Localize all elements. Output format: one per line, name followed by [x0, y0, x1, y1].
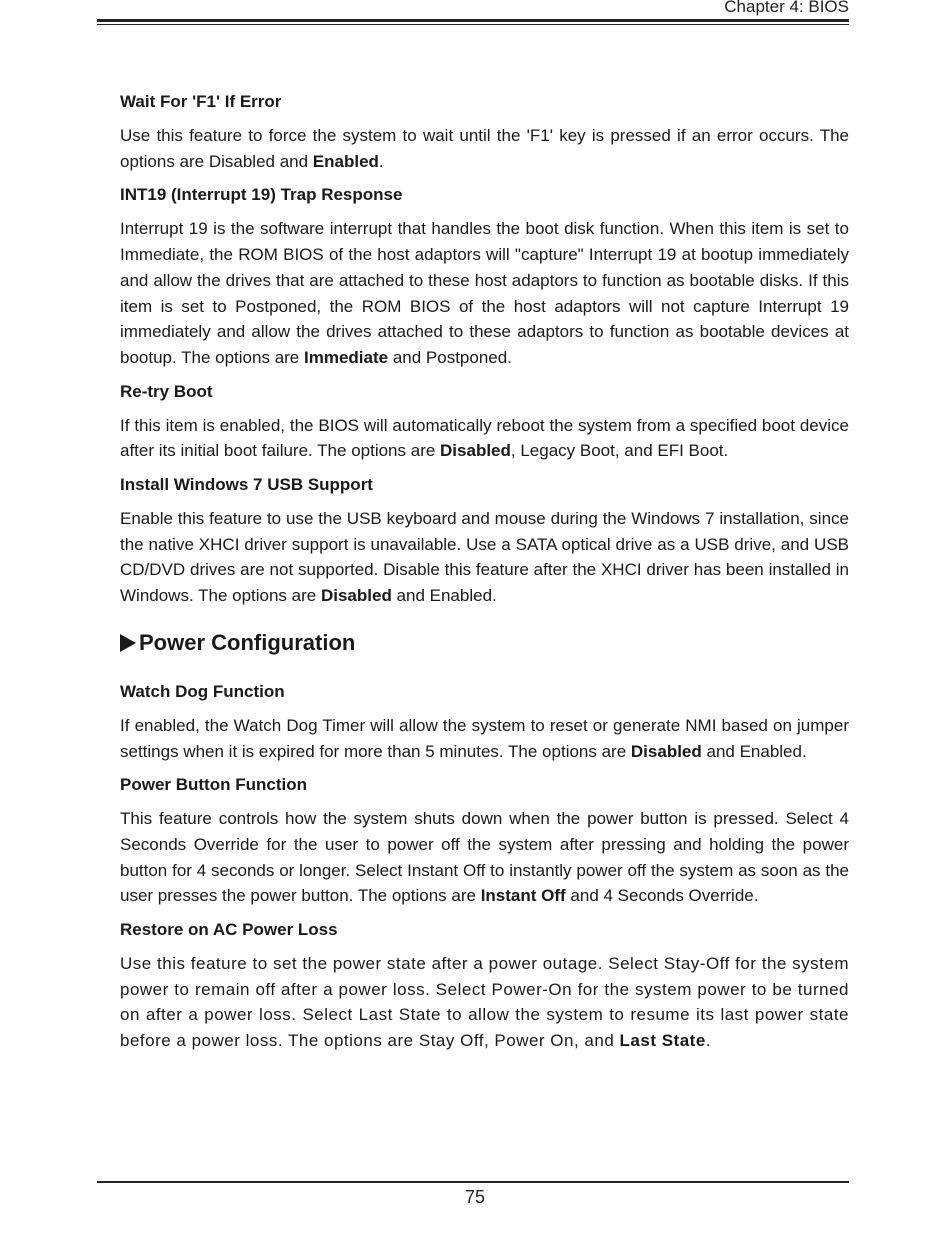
footer-rule — [97, 1181, 849, 1183]
item-int19-trap-response — [120, 183, 849, 370]
item-retry-boot — [120, 380, 849, 464]
item-watch-dog-function — [120, 680, 849, 764]
item-description: Enable this feature to use the USB keyboard and mouse during the Windows 7 installation, since the native XHCI driver support is unavailable. Use a SATA optical drive as a USB drive, and USB CD/DVD drives are not supported. Disable this feature after the XHCI driver has been installed in Windows. The options are Disabled and Enabled. — [120, 509, 849, 606]
item-description: This feature controls how the system shuts down when the power button is pressed. Select 4 Seconds Override for the user to power off the system after pressing and holding the power button for 4 seconds or longer. Select Instant Off to instantly power off the system as soon as the user presses the power button. The options are Instant Off and 4 Seconds Override. — [120, 809, 849, 906]
section-heading — [120, 629, 849, 657]
item-power-button-function — [120, 773, 849, 909]
option-default: Disabled — [440, 441, 511, 461]
item-description: If enabled, the Watch Dog Timer will allow the system to reset or generate NMI based on jumper settings when it is expired for more than 5 minutes. The options are Disabled and Enabled. — [120, 715, 849, 761]
item-install-win7-usb — [120, 473, 849, 609]
option-default: Disabled — [630, 741, 702, 761]
chapter-title: Chapter 4: BIOS — [724, 0, 849, 16]
option-default: Immediate — [304, 347, 389, 367]
item-title: Wait For 'F1' If Error — [120, 92, 282, 111]
item-title: Watch Dog Function — [120, 681, 285, 701]
item-title: INT19 (Interrupt 19) Trap Response — [120, 185, 403, 205]
item-wait-for-f1 — [120, 90, 849, 174]
option-default: Disabled — [320, 586, 392, 606]
page-number: 75 — [464, 1187, 486, 1207]
item-title: Install Windows 7 USB Support — [120, 475, 373, 495]
item-description: Use this feature to set the power state after a power outage. Select Stay-Off for the system power to remain off after a power loss. Select Power-On for the system power to be turned on after a power loss. Select Last State to allow the system to resume its last power state before a power loss. The options are Stay Off, Power On, and Last State. — [120, 954, 849, 1051]
header-rule-thick — [97, 19, 849, 22]
option-default: Instant Off — [480, 886, 566, 906]
item-title: Re-try Boot — [120, 381, 213, 401]
right-triangle-icon — [120, 634, 136, 652]
item-restore-ac-power-loss — [120, 918, 849, 1054]
option-default: Last State — [619, 1031, 706, 1051]
item-title: Power Button Function — [120, 775, 307, 795]
header-rule-thin — [97, 24, 849, 25]
page-content — [120, 90, 849, 1063]
item-description: If this item is enabled, the BIOS will automatically reboot the system from a specified boot device after its initial boot failure. The options are Disabled, Legacy Boot, and EFI Boot. — [120, 415, 849, 461]
item-title: Restore on AC Power Loss — [120, 920, 338, 940]
option-default: Enabled — [312, 151, 379, 171]
section-heading-text: Power Configuration — [139, 629, 356, 655]
item-description: Use this feature to force the system to wait until the 'F1' key is pressed if an error occurs. The options are Disabled and Enabled. — [120, 126, 849, 171]
item-description: Interrupt 19 is the software interrupt that handles the boot disk function. When this item is set to Immediate, the ROM BIOS of the host adaptors will "capture" Interrupt 19 at bootup immediately and allow the drives that are attached to these host adaptors to function as bootable disks. If this item is set to Postponed, the ROM BIOS of the host adaptors will not capture Interrupt 19 immediately and allow the drives attached to these adaptors to function as bootable devices at bootup. The options are Immediate and Postponed. — [120, 219, 849, 367]
